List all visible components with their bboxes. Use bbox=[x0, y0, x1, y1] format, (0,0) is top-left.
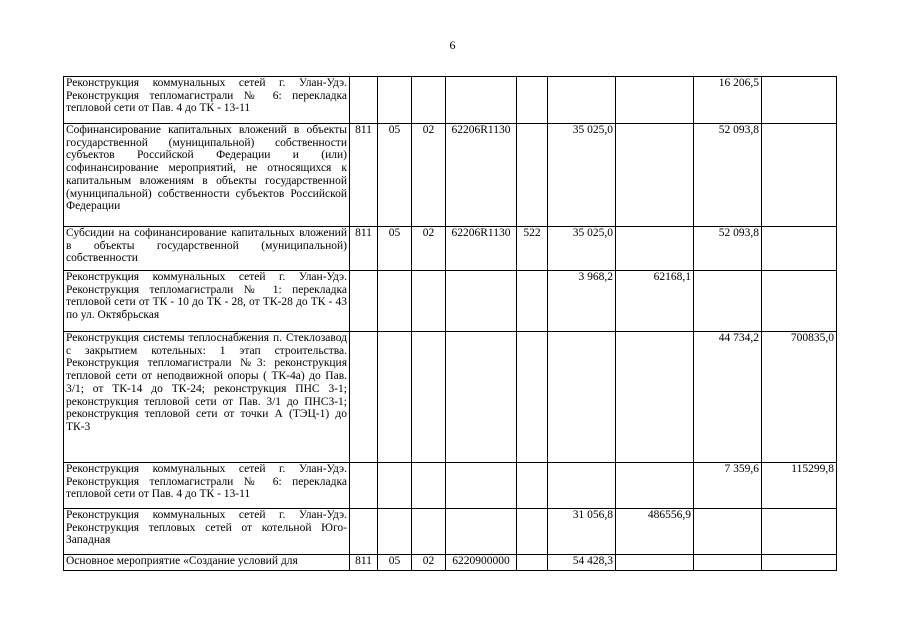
subsection-code: 02 bbox=[412, 124, 446, 227]
amount-3: 52 093,8 bbox=[694, 227, 762, 271]
expense-type-code bbox=[517, 332, 548, 463]
expense-type-code bbox=[517, 77, 548, 124]
amount-4: 115299,8 bbox=[762, 463, 837, 509]
target-article-code bbox=[446, 332, 517, 463]
amount-3 bbox=[694, 271, 762, 332]
target-article-code bbox=[446, 509, 517, 555]
subsection-code: 02 bbox=[412, 227, 446, 271]
amount-1: 3 968,2 bbox=[548, 271, 616, 332]
amount-2: 62168,1 bbox=[616, 271, 694, 332]
amount-2 bbox=[616, 332, 694, 463]
target-article-code bbox=[446, 271, 517, 332]
page-number: 6 bbox=[449, 38, 456, 52]
subsection-code bbox=[412, 509, 446, 555]
table-row bbox=[64, 271, 837, 332]
amount-3 bbox=[694, 509, 762, 555]
grbs-code: 811 bbox=[350, 227, 378, 271]
row-name: Реконструкция коммунальных сетей г. Улан-Удэ. Реконструкция тепломагистрали № 6: перекладка тепловой сети от Пав. 4 до ТК - 13-11 bbox=[64, 463, 350, 509]
amount-4: 700835,0 bbox=[762, 332, 837, 463]
grbs-code bbox=[350, 271, 378, 332]
amount-1 bbox=[548, 77, 616, 124]
amount-1 bbox=[548, 332, 616, 463]
section-code bbox=[378, 463, 412, 509]
amount-3: 7 359,6 bbox=[694, 463, 762, 509]
expense-type-code bbox=[517, 124, 548, 227]
subsection-code: 02 bbox=[412, 555, 446, 571]
row-name: Субсидии на софинансирование капитальных вложений в объекты государственной (муниципальной) собственности bbox=[64, 227, 350, 271]
row-name: Основное мероприятие «Создание условий для bbox=[64, 555, 350, 571]
grbs-code bbox=[350, 332, 378, 463]
subsection-code bbox=[412, 332, 446, 463]
table-row bbox=[64, 124, 837, 227]
amount-4 bbox=[762, 77, 837, 124]
table-row bbox=[64, 227, 837, 271]
target-article-code bbox=[446, 463, 517, 509]
amount-1: 54 428,3 bbox=[548, 555, 616, 571]
amount-2: 486556,9 bbox=[616, 509, 694, 555]
section-code: 05 bbox=[378, 227, 412, 271]
table-row bbox=[64, 77, 837, 124]
amount-1 bbox=[548, 463, 616, 509]
target-article-code: 62206R1130 bbox=[446, 227, 517, 271]
amount-4 bbox=[762, 509, 837, 555]
section-code bbox=[378, 77, 412, 124]
expense-type-code bbox=[517, 463, 548, 509]
section-code: 05 bbox=[378, 555, 412, 571]
table-row bbox=[64, 463, 837, 509]
grbs-code: 811 bbox=[350, 555, 378, 571]
section-code: 05 bbox=[378, 124, 412, 227]
expense-type-code bbox=[517, 271, 548, 332]
table-row bbox=[64, 332, 837, 463]
target-article-code bbox=[446, 77, 517, 124]
budget-table bbox=[63, 76, 837, 571]
target-article-code: 6220900000 bbox=[446, 555, 517, 571]
row-name: Реконструкция системы теплоснабжения п. Стеклозавод с закрытием котельных: 1 этап строительства. Реконструкция тепломагистрали №3: реконструкция тепловой сети от неподвижной опоры ( ТК-4а) до Пав. 3/1; от ТК-14 до ТК-24; реконструкция ПНС 3-1; реконструкция тепловой сети от Пав. 3/1 до ПНС3-1; реконструкция тепловой сети от точки А (ТЭЦ-1) до ТК-3 bbox=[64, 332, 350, 463]
grbs-code bbox=[350, 77, 378, 124]
amount-2 bbox=[616, 124, 694, 227]
subsection-code bbox=[412, 77, 446, 124]
amount-1: 31 056,8 bbox=[548, 509, 616, 555]
row-name: Софинансирование капитальных вложений в объекты государственной (муниципальной) собственности субъектов Российской Федерации и (или) софинансирование мероприятий, не относящихся к капитальным вложениям в объекты государственной (муниципальной) собственности субъектов Российской Федерации bbox=[64, 124, 350, 227]
expense-type-code: 522 bbox=[517, 227, 548, 271]
amount-4 bbox=[762, 227, 837, 271]
table-row bbox=[64, 509, 837, 555]
amount-2 bbox=[616, 77, 694, 124]
grbs-code bbox=[350, 509, 378, 555]
row-name: Реконструкция коммунальных сетей г. Улан-Удэ. Реконструкция тепломагистрали № 6: перекладка тепловой сети от Пав. 4 до ТК - 13-11 bbox=[64, 77, 350, 124]
amount-2 bbox=[616, 463, 694, 509]
row-name: Реконструкция коммунальных сетей г. Улан-Удэ. Реконструкция тепломагистрали № 1: перекладка тепловой сети от ТК - 10 до ТК - 28, от ТК-28 до ТК - 43 по ул. Октябрьская bbox=[64, 271, 350, 332]
section-code bbox=[378, 332, 412, 463]
target-article-code: 62206R1130 bbox=[446, 124, 517, 227]
amount-3: 16 206,5 bbox=[694, 77, 762, 124]
grbs-code: 811 bbox=[350, 124, 378, 227]
amount-4 bbox=[762, 124, 837, 227]
subsection-code bbox=[412, 271, 446, 332]
expense-type-code bbox=[517, 509, 548, 555]
expense-type-code bbox=[517, 555, 548, 571]
amount-3 bbox=[694, 555, 762, 571]
row-name: Реконструкция коммунальных сетей г. Улан-Удэ. Реконструкция тепловых сетей от котельной Юго-Западная bbox=[64, 509, 350, 555]
table-row bbox=[64, 555, 837, 571]
amount-3: 52 093,8 bbox=[694, 124, 762, 227]
subsection-code bbox=[412, 463, 446, 509]
amount-4 bbox=[762, 555, 837, 571]
grbs-code bbox=[350, 463, 378, 509]
amount-3: 44 734,2 bbox=[694, 332, 762, 463]
amount-1: 35 025,0 bbox=[548, 227, 616, 271]
amount-2 bbox=[616, 227, 694, 271]
amount-2 bbox=[616, 555, 694, 571]
section-code bbox=[378, 271, 412, 332]
amount-1: 35 025,0 bbox=[548, 124, 616, 227]
amount-4 bbox=[762, 271, 837, 332]
section-code bbox=[378, 509, 412, 555]
